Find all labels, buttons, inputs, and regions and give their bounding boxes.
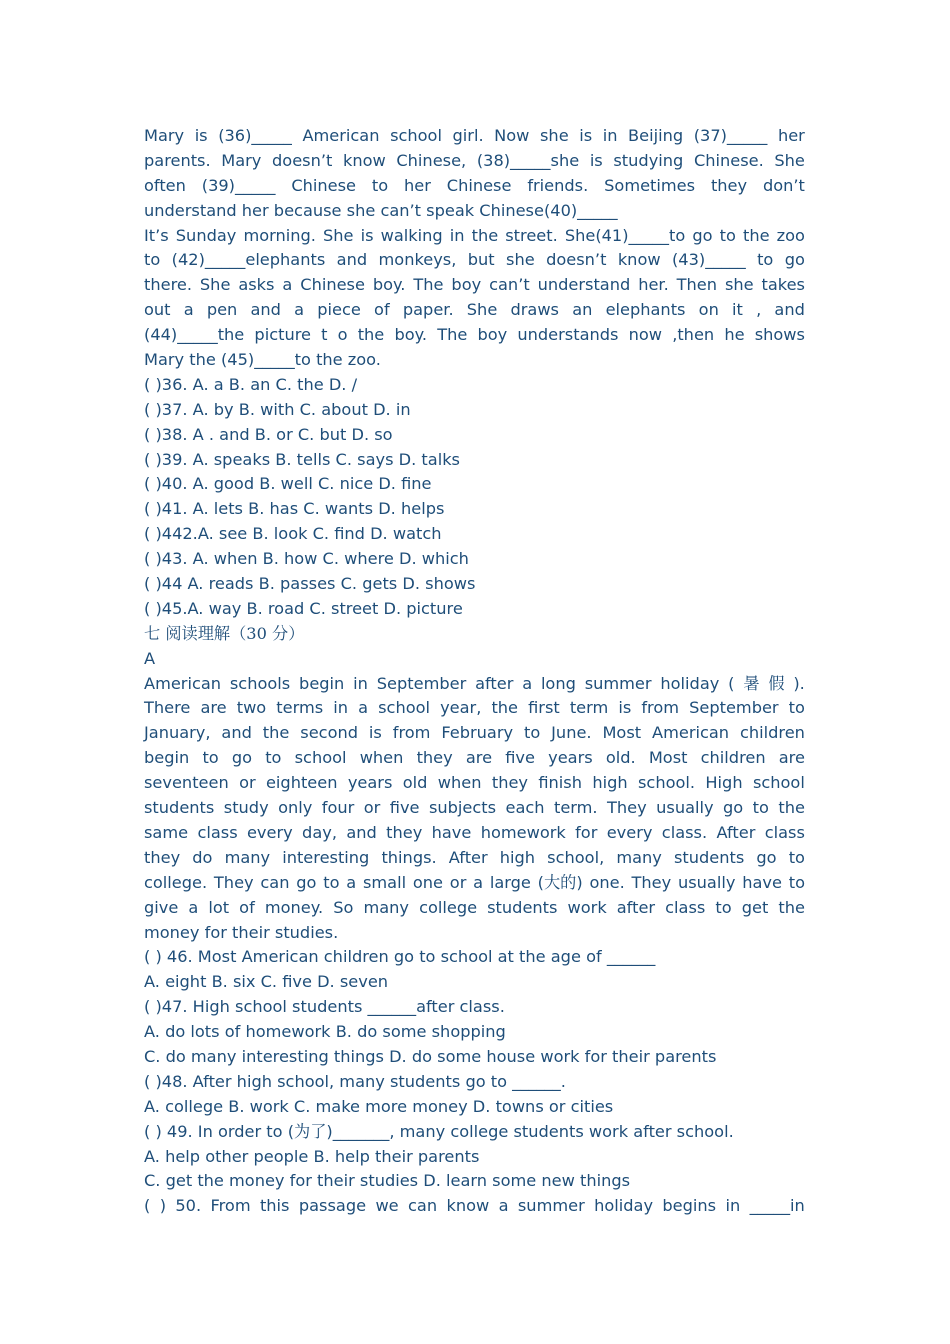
reading-questions	[144, 945, 805, 1219]
reading-line-8: they do many interesting things. After high school, many students go to	[144, 847, 805, 867]
question-38: ( )38. A . and B. or C. but D. so	[144, 424, 393, 444]
section-title: 七 阅读理解（30 分）	[144, 623, 305, 643]
reading-line-9: college. They can go to a small one or a large (大的) one. They usually have to	[144, 872, 805, 892]
question-37: ( )37. A. by B. with C. about D. in	[144, 399, 411, 419]
question-47-options-2: C. do many interesting things D. do some house work for their parents	[144, 1046, 717, 1066]
question-45: ( )45.A. way B. road C. street D. picture	[144, 598, 463, 618]
cloze-passage	[144, 124, 805, 373]
cloze-line-4: understand her because she can’t speak Chinese(40)_____	[144, 200, 618, 220]
cloze-line-10: Mary the (45)_____to the zoo.	[144, 350, 381, 370]
reading-line-10: give a lot of money. So many college students work after class to get the	[144, 897, 805, 917]
question-49-options-1: A. help other people B. help their parents	[144, 1146, 480, 1166]
question-47-options-1: A. do lots of homework B. do some shopping	[144, 1022, 506, 1042]
cloze-line-2: parents. Mary doesn’t know Chinese, (38)_____she is studying Chinese. She	[144, 150, 805, 170]
cloze-line-7: there. She asks a Chinese boy. The boy can’t understand her. Then she takes	[144, 275, 805, 295]
cloze-questions	[144, 373, 805, 622]
reading-line-6: students study only four or five subjects each term. They usually go to the	[144, 798, 805, 818]
question-49-options-2: C. get the money for their studies D. learn some new things	[144, 1171, 631, 1191]
question-36: ( )36. A. a B. an C. the D. /	[144, 374, 358, 394]
cloze-line-8: out a pen and a piece of paper. She draws an elephants on it , and	[144, 300, 805, 320]
reading-line-4: begin to go to school when they are five years old. Most children are	[144, 748, 805, 768]
question-44: ( )44 A. reads B. passes C. gets D. shows	[144, 574, 476, 594]
cloze-line-5: It’s Sunday morning. She is walking in the street. She(41)_____to go to the zoo	[144, 225, 805, 245]
question-47: ( )47. High school students ______after class.	[144, 997, 505, 1017]
question-41: ( )41. A. lets B. has C. wants D. helps	[144, 499, 445, 519]
reading-line-7: same class every day, and they have homework for every class. After class	[144, 822, 805, 842]
question-42: ( )442.A. see B. look C. find D. watch	[144, 524, 442, 544]
question-49: ( ) 49. In order to (为了)_______, many college students work after school.	[144, 1121, 734, 1141]
question-43: ( )43. A. when B. how C. where D. which	[144, 549, 469, 569]
cloze-line-3: often (39)_____ Chinese to her Chinese friends. Sometimes they don’t	[144, 175, 805, 195]
question-48: ( )48. After high school, many students go to ______.	[144, 1071, 566, 1091]
cloze-line-1: Mary is (36)_____ American school girl. Now she is in Beijing (37)_____ her	[144, 126, 805, 145]
question-39: ( )39. A. speaks B. tells C. says D. talks	[144, 449, 460, 469]
reading-line-1: American schools begin in September after a long summer holiday ( 暑 假 ).	[144, 673, 805, 693]
document-page	[144, 124, 805, 1219]
question-46: ( ) 46. Most American children go to school at the age of ______	[144, 947, 656, 967]
reading-passage	[144, 672, 805, 946]
cloze-line-6: to (42)_____elephants and monkeys, but she doesn’t know (43)_____ to go	[144, 250, 805, 270]
part-label: A	[144, 648, 156, 668]
question-48-options: A. college B. work C. make more money D. towns or cities	[144, 1096, 614, 1116]
reading-line-2: There are two terms in a school year, the first term is from September to	[144, 698, 805, 718]
question-40: ( )40. A. good B. well C. nice D. fine	[144, 474, 432, 494]
cloze-line-9: (44)_____the picture t o the boy. The boy understands now ,then he shows	[144, 325, 805, 345]
question-50: ( ) 50. From this passage we can know a summer holiday begins in _____in	[144, 1196, 805, 1216]
question-46-options: A. eight B. six C. five D. seven	[144, 972, 389, 992]
reading-line-11: money for their studies.	[144, 922, 339, 942]
reading-line-5: seventeen or eighteen years old when they finish high school. High school	[144, 773, 805, 793]
reading-line-3: January, and the second is from February to June. Most American children	[144, 723, 805, 743]
